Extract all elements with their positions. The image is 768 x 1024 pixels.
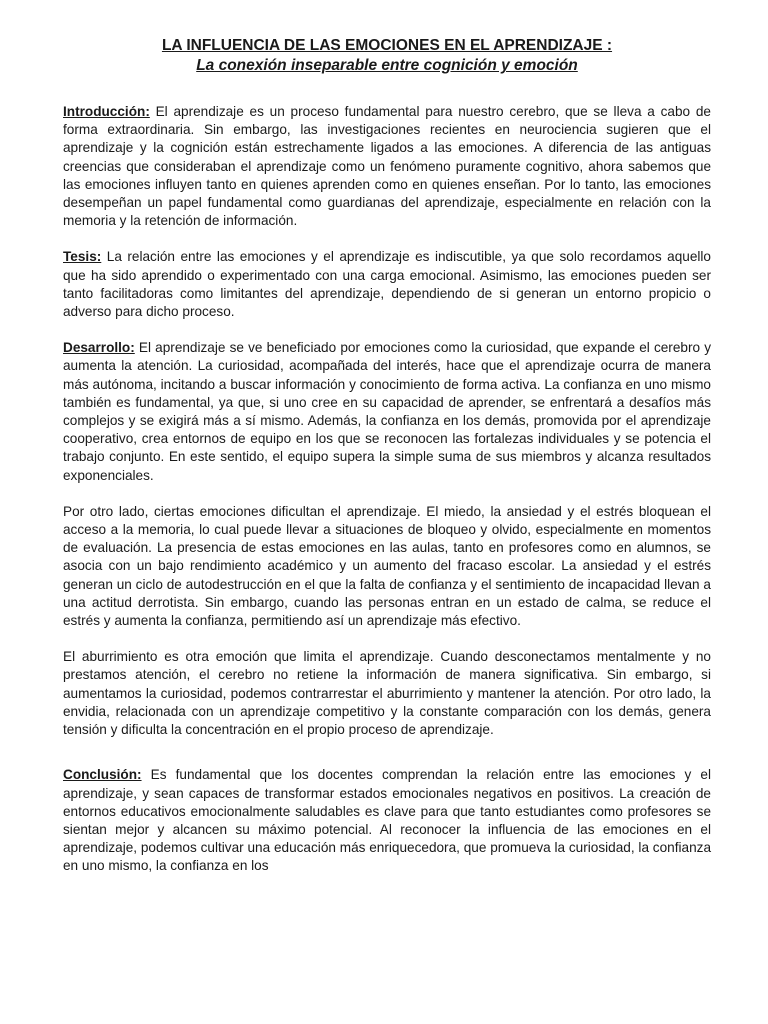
development-label: Desarrollo: bbox=[63, 340, 135, 356]
intro-paragraph bbox=[63, 103, 711, 230]
document-title: LA INFLUENCIA DE LAS EMOCIONES EN EL APRENDIZAJE : bbox=[161, 37, 613, 54]
conclusion-paragraph bbox=[63, 766, 711, 875]
boredom-text: El aburrimiento es otra emoción que limita el aprendizaje. Cuando desconectamos mentalmente y no prestamos atención, el cerebro no retiene la información de manera significativa. Sin embargo, si aumentamos la curiosidad, podemos contrarrestar el aburrimiento y mantener la atención. Por otro lado, la envidia, relacionada con un aprendizaje competitivo y la constante comparación con los demás, genera tensión y dificulta la concentración en el propio proceso de aprendizaje. bbox=[63, 649, 711, 738]
conclusion-text: Es fundamental que los docentes comprendan la relación entre las emociones y el aprendizaje, y sean capaces de transformar estados emocionales negativos en positivos. La creación de entornos educativos emocionalmente saludables es clave para que tanto estudiantes como profesores se sientan mejor y alcancen su máximo potencial. Al reconocer la influencia de las emociones en el aprendizaje, podemos cultivar una educación más enriquecedora, que promueva la curiosidad, la confianza en uno mismo, la confianza en los bbox=[63, 767, 711, 874]
development-paragraph bbox=[63, 339, 711, 485]
conclusion-label: Conclusión: bbox=[63, 767, 142, 783]
intro-label: Introducción: bbox=[63, 104, 150, 119]
document-page bbox=[63, 36, 711, 894]
thesis-label: Tesis: bbox=[63, 249, 102, 265]
boredom-paragraph bbox=[63, 648, 711, 739]
intro-text: El aprendizaje es un proceso fundamental para nuestro cerebro, que se lleva a cabo de forma extraordinaria. Sin embargo, las investigaciones recientes en neurociencia sugieren que el aprendizaje y la cognición están estrechamente ligados a las emociones. A diferencia de las antiguas creencias que consideraban el aprendizaje como un fenómeno puramente cognitivo, ahora sabemos que las emociones influyen tanto en quienes aprenden como en quienes enseñan. Por lo tanto, las emociones desempeñan un papel fundamental como guardianas del aprendizaje, especialmente en relación con la memoria y la retención de información. bbox=[63, 104, 711, 229]
thesis-paragraph bbox=[63, 248, 711, 321]
document-subtitle: La conexión inseparable entre cognición y emoción bbox=[196, 57, 578, 74]
fear-paragraph bbox=[63, 503, 711, 630]
fear-text: Por otro lado, ciertas emociones dificultan el aprendizaje. El miedo, la ansiedad y el estrés bloquean el acceso a la memoria, lo cual puede llevar a situaciones de bloqueo y olvido, especialmente en momentos de evaluación. La presencia de estas emociones en las aulas, tanto en profesores como en alumnos, se asocia con un bajo rendimiento académico y un aumento del fracaso escolar. La ansiedad y el estrés generan un ciclo de autodestrucción en el que la falta de confianza y el sentimiento de incapacidad llevan a una actitud derrotista. Sin embargo, cuando las personas entran en un estado de calma, se reduce el estrés y aumenta la confianza, permitiendo así un aprendizaje más efectivo. bbox=[63, 503, 711, 629]
thesis-text: La relación entre las emociones y el aprendizaje es indiscutible, ya que solo recordamos aquello que ha sido aprendido o experimentado con una carga emocional. Asimismo, las emociones pueden ser tanto facilitadoras como limitantes del aprendizaje, dependiendo de si generan un entorno propicio o adverso para dicho proceso. bbox=[63, 249, 711, 320]
development-text: El aprendizaje se ve beneficiado por emociones como la curiosidad, que expande el cerebro y aumenta la atención. La curiosidad, acompañada del interés, hace que el aprendizaje ocurra de manera más autónoma, incitando a buscar información y conocimiento de forma activa. La confianza en uno mismo también es fundamental, ya que, si uno cree en su capacidad de aprender, se enfrentará a desafíos más complejos y se exigirá más a sí mismo. Además, la confianza en los demás, promovida por el aprendizaje cooperativo, crea entornos de equipo en los que se reconocen las fortalezas individuales y se potencia el trabajo conjunto. En este sentido, el equipo supera la simple suma de sus miembros y alcanza resultados exponenciales. bbox=[63, 340, 711, 483]
